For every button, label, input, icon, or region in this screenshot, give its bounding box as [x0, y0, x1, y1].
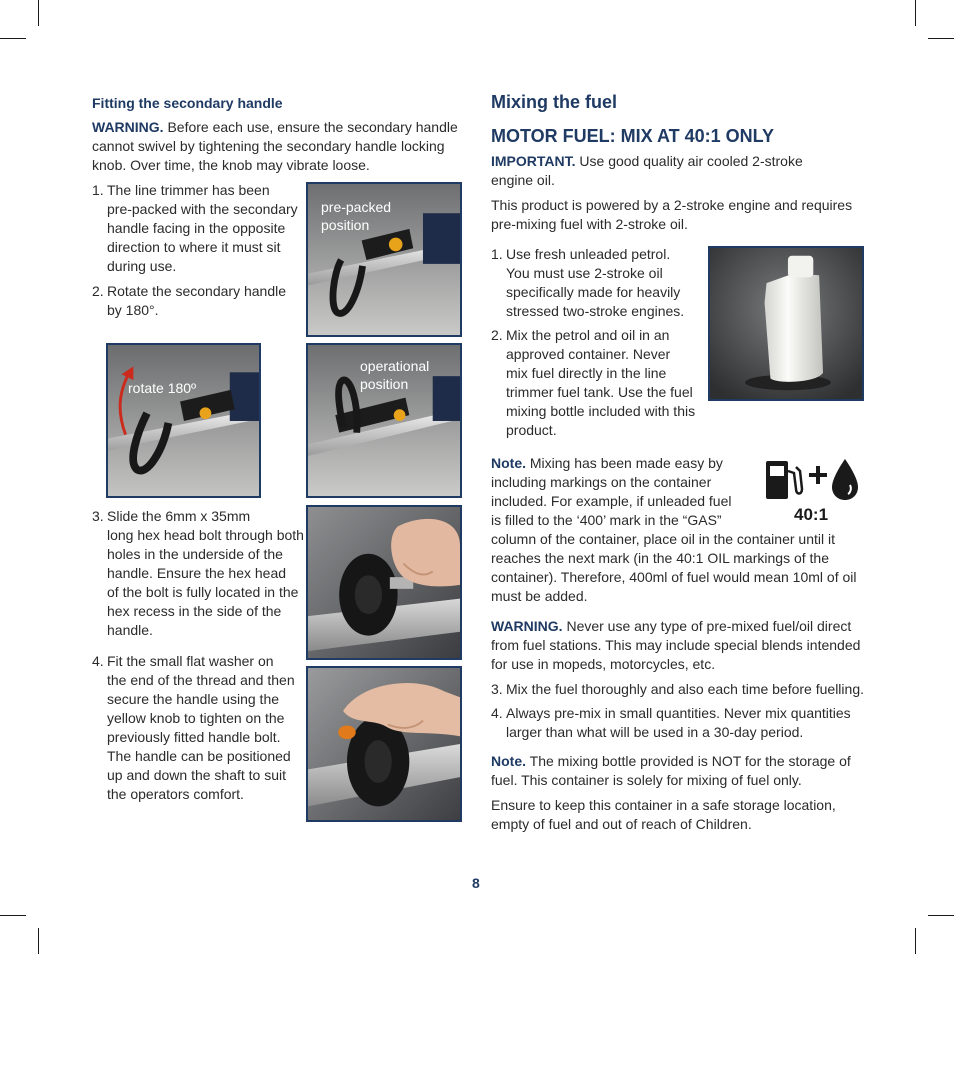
intro-text: This product is powered by a 2-stroke engine and requires — [491, 197, 853, 213]
step-text: handle facing in the opposite — [107, 220, 286, 236]
step-text: pre-packed with the secondary — [107, 201, 298, 217]
note-text: is filled to the ‘400’ mark in the “GAS” — [491, 512, 722, 528]
step-text: Rotate the secondary handle — [107, 283, 287, 299]
storage-text: Ensure to keep this container in a safe storage location, — [491, 797, 836, 813]
step-text: handle. — [107, 622, 153, 638]
crop-mark — [915, 0, 916, 26]
step-text: previously fitted handle bolt. — [107, 729, 281, 745]
ratio-label: 40:1 — [794, 505, 829, 524]
knob-photo — [306, 666, 462, 822]
list-number: 3. — [491, 681, 503, 697]
note-text: included. For example, if unleaded fuel — [491, 493, 732, 509]
crop-mark — [928, 915, 954, 916]
step-text: up and down the shaft to suit — [107, 767, 287, 783]
caption-prepacked — [321, 198, 391, 234]
warning-paragraph — [92, 118, 462, 175]
list-number: 2. — [92, 283, 104, 299]
step-text: by 180°. — [107, 302, 159, 318]
oil-drop-icon — [830, 457, 860, 501]
note-text: including markings on the container — [491, 474, 712, 490]
crop-mark — [0, 38, 26, 39]
bolt-photo — [306, 505, 462, 660]
caption-text: position — [360, 376, 409, 392]
important-text: Use good quality air cooled 2-stroke — [575, 153, 803, 169]
note-text: Mixing has been made easy by — [526, 455, 723, 471]
note-label: Note. — [491, 455, 526, 471]
step-text: Slide the 6mm x 35mm — [107, 508, 251, 524]
step-text: handle. Ensure the hex head — [107, 565, 287, 581]
note-text: The mixing bottle provided is NOT for the storage of — [526, 753, 851, 769]
crop-mark — [915, 928, 916, 954]
crop-mark — [928, 38, 954, 39]
warning-text: cannot swivel by tightening the secondary handle locking — [92, 138, 445, 154]
intro-paragraph — [491, 196, 852, 234]
warning-paragraph — [491, 617, 860, 674]
storage-text: empty of fuel and out of reach of Children. — [491, 816, 752, 832]
warning-text: knob. Over time, the knob may vibrate loose. — [92, 157, 370, 173]
note-text: container). Therefore, 400ml of fuel would mean 10ml of oil — [491, 569, 857, 585]
step-text: long hex head bolt through both — [107, 527, 304, 543]
list-number: 4. — [92, 653, 104, 669]
step-text: hex recess in the side of the — [107, 603, 282, 619]
step-text: direction to where it must sit — [107, 239, 281, 255]
crop-mark — [38, 928, 39, 954]
step-text: Use fresh unleaded petrol. — [506, 246, 671, 262]
step-text: The handle can be positioned — [107, 748, 291, 764]
step-text: Always pre-mix in small quantities. Never mix quantities — [506, 705, 851, 721]
caption-rotate: rotate 180º — [128, 380, 197, 396]
caption-text: pre-packed — [321, 199, 392, 215]
note-text: must be added. — [491, 588, 588, 604]
storage-paragraph — [491, 796, 836, 834]
warning-text: Never use any type of pre-mixed fuel/oil direct — [562, 618, 852, 634]
caption-operational — [360, 357, 429, 393]
step-text: during use. — [107, 258, 177, 274]
step-text: specifically made for heavily — [506, 284, 681, 300]
fuel-subtitle: MOTOR FUEL: MIX AT 40:1 ONLY — [491, 126, 775, 146]
warning-text: Before each use, ensure the secondary handle — [163, 119, 458, 135]
list-number: 2. — [491, 327, 503, 343]
list-number: 4. — [491, 705, 503, 721]
step-text: Fit the small flat washer on — [107, 653, 274, 669]
step-text: secure the handle using the — [107, 691, 280, 707]
note-text: fuel. This container is solely for mixing of fuel only. — [491, 772, 802, 788]
warning-text: from fuel stations. This may include special blends intended — [491, 637, 861, 653]
important-text: engine oil. — [491, 172, 555, 188]
crop-mark — [0, 915, 26, 916]
warning-label: WARNING. — [491, 618, 563, 634]
note-text: reaches the next mark (in the 40:1 OIL markings of the — [491, 550, 829, 566]
warning-label: WARNING. — [92, 119, 164, 135]
step-text: stressed two-stroke engines. — [506, 303, 685, 319]
list-number: 3. — [92, 508, 104, 524]
plus-icon — [808, 464, 828, 486]
note-label: Note. — [491, 753, 526, 769]
step-text: You must use 2-stroke oil — [506, 265, 663, 281]
caption-text: position — [321, 217, 370, 233]
warning-text: for use in mopeds, motorcycles, etc. — [491, 656, 716, 672]
rotate-photo — [106, 343, 261, 498]
step-text: the end of the thread and then — [107, 672, 295, 688]
step-text: trimmer fuel tank. Use the fuel — [506, 384, 693, 400]
bottle-photo — [708, 246, 864, 401]
step-text: approved container. Never — [506, 346, 671, 362]
page-title: Mixing the fuel — [491, 92, 617, 112]
step-text: The line trimmer has been — [107, 182, 270, 198]
note-text: column of the container, place oil in the container until it — [491, 531, 835, 547]
crop-mark — [38, 0, 39, 26]
important-paragraph — [491, 152, 803, 190]
step-text: Mix the fuel thoroughly and also each time before fuelling. — [506, 681, 864, 697]
step-text: yellow knob to tighten on the — [107, 710, 285, 726]
step-text: mixing bottle included with this — [506, 403, 696, 419]
step-text: larger than what will be used in a 30-day period. — [506, 724, 804, 740]
step-text: of the bolt is fully located in the — [107, 584, 299, 600]
step-text: mix fuel directly in the line — [506, 365, 667, 381]
important-label: IMPORTANT. — [491, 153, 576, 169]
step-text: holes in the underside of the — [107, 546, 283, 562]
fuel-pump-icon — [764, 457, 806, 501]
caption-text: operational — [360, 358, 430, 374]
list-number: 1. — [92, 182, 104, 198]
section-heading: Fitting the secondary handle — [92, 95, 283, 111]
step-text: Mix the petrol and oil in an — [506, 327, 670, 343]
step-text: the operators comfort. — [107, 786, 244, 802]
page-number: 8 — [472, 875, 480, 891]
list-number: 1. — [491, 246, 503, 262]
note-paragraph — [491, 752, 851, 790]
intro-text: pre-mixing fuel with 2-stroke oil. — [491, 216, 688, 232]
step-text: product. — [506, 422, 557, 438]
